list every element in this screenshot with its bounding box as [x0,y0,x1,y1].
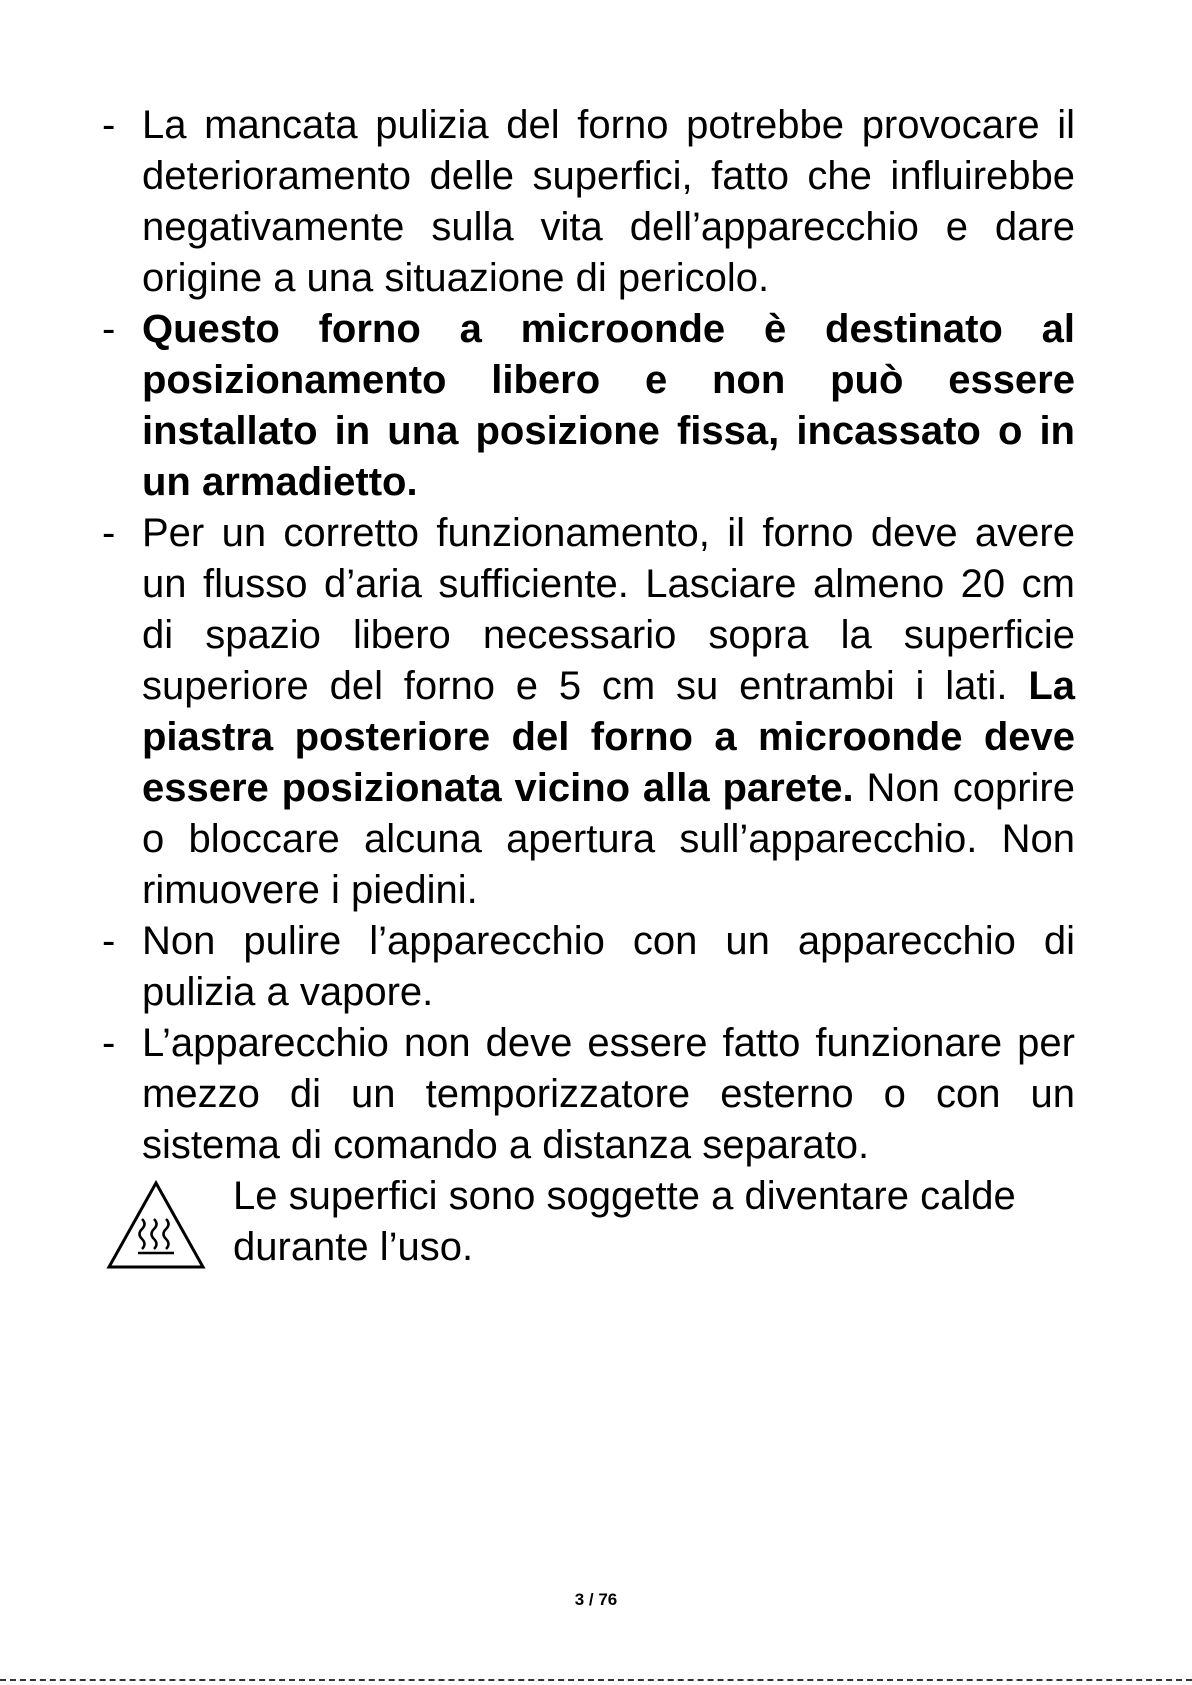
list-item-text: Per un corretto funzionamento, il forno deve avere un flusso d’aria sufficiente. Lasciare almeno 20 cm di spazio libero necessario sopra la superficie superiore del forno e 5 cm su entrambi i lati. [142,511,1075,708]
list-item-text: L’apparecchio non deve essere fatto funzionare per mezzo di un temporizzatore esterno o con un sistema di comando a distanza separato. [142,1021,1075,1167]
list-item-text: Non pulire l’apparecchio con un apparecchio di pulizia a vapore. [142,919,1075,1014]
list-dash: - [102,511,116,555]
list-dash: - [102,919,116,963]
safety-instructions [100,100,1075,1273]
list-item [100,508,1075,916]
list-item [100,916,1075,1018]
list-item-text: La mancata pulizia del forno potrebbe provocare il deterioramento delle superfici, fatto che influirebbe negativamente sulla vita dell’apparecchio e dare origine a una situazione di pericolo. [142,103,1075,300]
hot-surface-warning [100,1171,1075,1273]
list-item-bold-text: La piastra posteriore del forno a microonde deve essere posizionata vicino alla parete. [142,664,1075,810]
list-item-bold-text: Questo forno a microonde è destinato al posizionamento libero e non può essere installato in una posizione fissa, incassato o in un armadietto. [142,307,1075,504]
list-item-text: Non coprire o bloccare alcuna apertura sull’apparecchio. Non rimuovere i piedini. [142,766,1076,912]
hot-surface-warning-icon [106,1179,206,1271]
page-number: 3 / 76 [574,1590,618,1609]
list-dash: - [102,103,116,147]
warning-text: Le superfici sono soggette a diventare calde durante l’uso. [233,1174,1016,1269]
list-dash: - [102,1021,116,1065]
list-item [100,1018,1075,1171]
bottom-divider [0,1679,1192,1681]
list-item [100,304,1075,508]
list-item [100,100,1075,304]
list-dash: - [102,307,116,351]
